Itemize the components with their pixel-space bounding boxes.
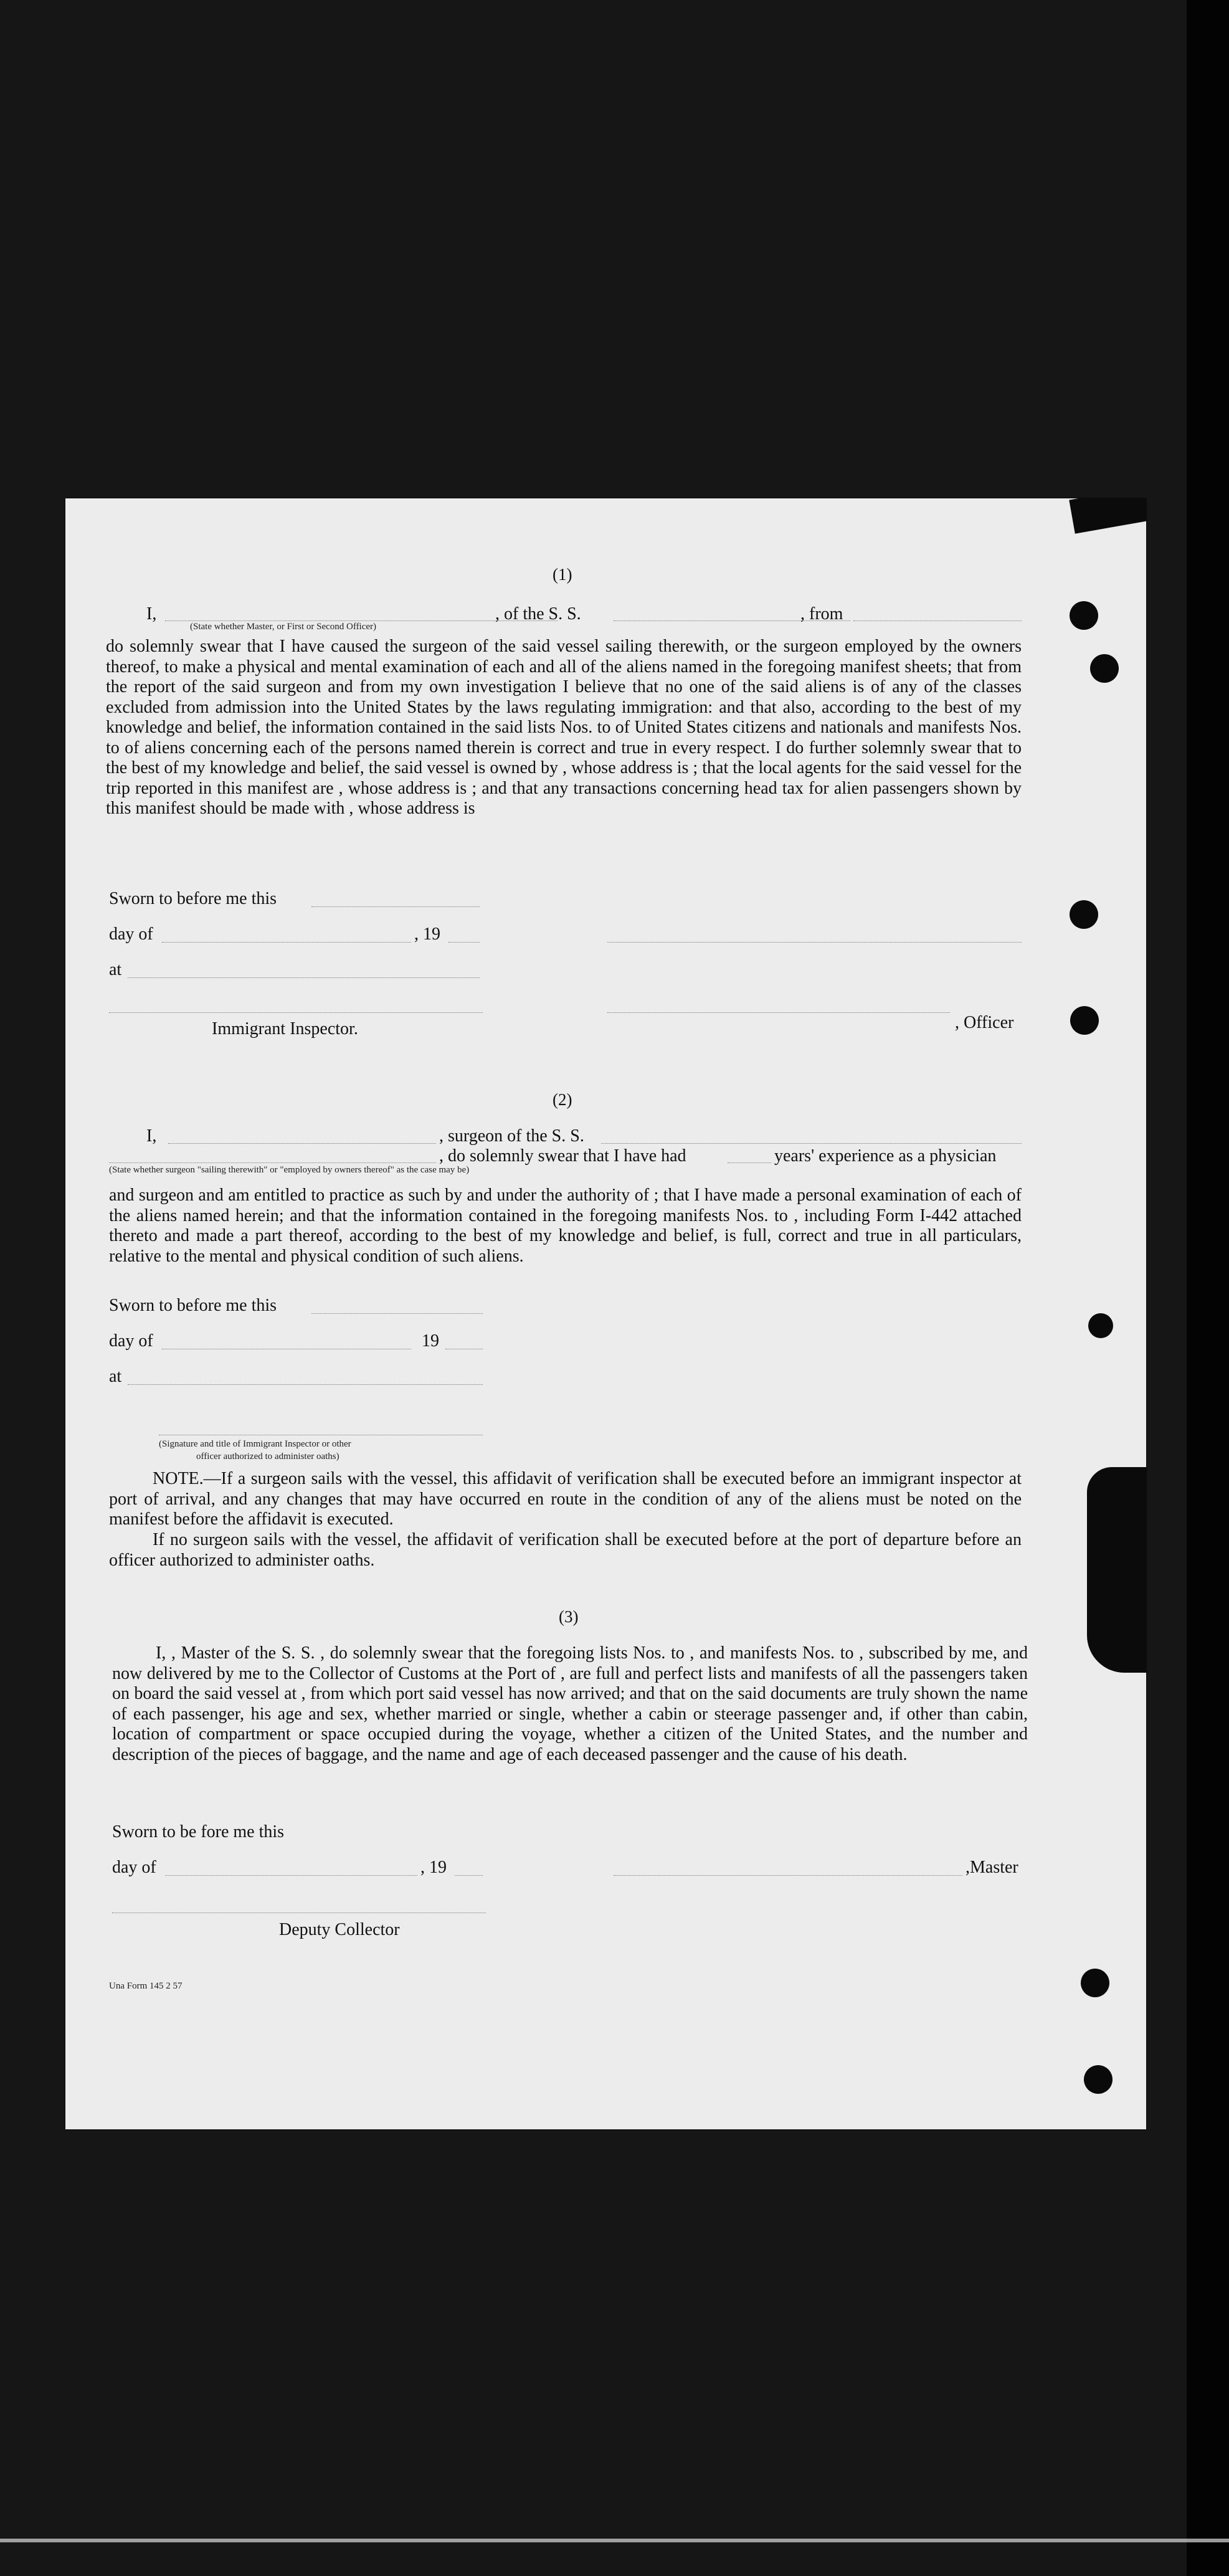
s1-inspector: Immigrant Inspector. (212, 1019, 358, 1038)
s3-day: day of (112, 1858, 156, 1877)
punch-hole (1070, 900, 1098, 929)
form-number: Una Form 145 2 57 (109, 1981, 183, 1991)
s1-sworn-blank (311, 906, 480, 907)
punch-hole (1090, 654, 1119, 683)
s3-collector: Deputy Collector (279, 1920, 400, 1939)
s3-year: , 19 (420, 1858, 447, 1877)
s3-master: ,Master (966, 1858, 1018, 1877)
punch-hole (1070, 601, 1098, 630)
punch-hole (1088, 1313, 1113, 1338)
punch-hole (1070, 1006, 1099, 1035)
s1-master-sign-line (607, 942, 1022, 943)
section-1-heading: (1) (553, 565, 572, 584)
s1-at-blank (128, 977, 480, 978)
document-page (65, 498, 1146, 2129)
torn-corner (1069, 498, 1146, 534)
s2-signature-note-2: officer authorized to administer oaths) (196, 1452, 339, 1461)
note-paragraph-1: NOTE.—If a surgeon sails with the vessel, this affidavit of verification shall be executed before an immigrant inspector at port of arrival, and any changes that may have occurred en route in the condition of any of the aliens must be noted on the manifest before the affidavit is executed. (109, 1469, 1022, 1529)
s2-body: and surgeon and am entitled to practice as such by and under the authority of ; that I have made a personal examination of each of the aliens named herein; and that the information contained in the foregoing manifests Nos. to , including Form I-442 attached thereto and made a part thereof, according to the best of my knowledge and belief, is full, correct and true in all particulars, relative to the mental and physical condition of such aliens. (109, 1186, 1022, 1266)
s2-swear: , do solemnly swear that I have had (439, 1146, 686, 1166)
s2-name-blank (168, 1143, 436, 1144)
s3-year-blank (455, 1875, 483, 1876)
s2-vessel-blank (601, 1143, 1022, 1144)
s1-first-line: I, (146, 604, 157, 624)
note-paragraph-2: If no surgeon sails with the vessel, the affidavit of verification shall be executed before at the port of departure before an officer authorized to administer oaths. (109, 1530, 1022, 1570)
section-2-heading: (2) (553, 1090, 572, 1109)
s1-body: do solemnly swear that I have caused the surgeon of the said vessel sailing therewith, or the surgeon employed by the owners thereof, to make a physical and mental examination of each and all of the aliens named in the foregoing manifest sheets; that from the report of the said surgeon and from my own investigation I believe that no one of the said aliens is of any of the classes excluded from admission into the United States by the laws regulating immigration: and that also, according to the best of my knowledge and belief, the information contained in the said lists Nos. to of United States citizens and nationals and manifests Nos. to of aliens concerning each of the persons named therein is correct and true in every respect. I do further solemnly swear that to the best of my knowledge and belief, the said vessel is owned by , whose address is ; that the local agents for the said vessel for the trip reported in this manifest are , whose address is ; and that any transactions concerning head tax for alien passengers shown by this manifest should be made with , whose address is (106, 637, 1022, 818)
s2-years: years' experience as a physician (774, 1146, 997, 1166)
s2-surgeon: , surgeon of the S. S. (439, 1126, 584, 1146)
s2-vessel-blank-2 (109, 1162, 436, 1163)
punch-hole (1081, 1969, 1109, 1997)
s1-from: , from (800, 604, 843, 624)
torn-edge (1087, 1467, 1146, 1673)
s2-years-blank (728, 1162, 771, 1163)
s2-first-line: I, (146, 1126, 157, 1146)
s2-at: at (109, 1367, 122, 1386)
s1-from-blank (853, 620, 1022, 621)
s1-day: day of (109, 924, 153, 944)
s3-day-blank (165, 1875, 417, 1876)
section-3-heading: (3) (559, 1607, 579, 1626)
s2-at-blank (128, 1384, 483, 1385)
scanner-edge (1187, 0, 1229, 2576)
s1-sworn: Sworn to before me this (109, 889, 277, 908)
s1-officer-line (607, 1012, 950, 1013)
s2-sworn: Sworn to before me this (109, 1296, 277, 1315)
s2-year: 19 (422, 1331, 439, 1351)
s1-inspector-line (109, 1012, 483, 1013)
s1-vessel: , of the S. S. (495, 604, 581, 624)
s3-master-line (614, 1875, 962, 1876)
s1-year: , 19 (414, 924, 440, 944)
s3-sworn: Sworn to be fore me this (112, 1822, 285, 1842)
s3-body: I, , Master of the S. S. , do solemnly swear that the foregoing lists Nos. to , and manifests Nos. to , subscribed by me, and now delivered by me to the Collector of Customs at the Port of , are full and perfect lists and manifests of all the passengers taken on board the said vessel at , from which port said vessel has now arrived; and that on the said documents are truly shown the name of each passenger, his age and sex, whether married or single, whether a cabin or steerage passenger and, if other than cabin, location of compartment or space occupied during the voyage, whether a citizen of the United States, and the number and description of the pieces of baggage, and the name and age of each deceased passenger and the cause of his death. (112, 1643, 1028, 1764)
s1-at: at (109, 960, 122, 979)
punch-hole (1084, 2065, 1113, 2094)
s1-day-blank (162, 942, 411, 943)
s2-signature-note-1: (Signature and title of Immigrant Inspector or other (159, 1439, 351, 1449)
s2-day: day of (109, 1331, 153, 1351)
scanner-line (0, 2539, 1229, 2542)
s1-rank-note: (State whether Master, or First or Second Officer) (190, 622, 377, 632)
s1-year-blank (448, 942, 480, 943)
s1-officer: , Officer (955, 1013, 1014, 1032)
s2-surgeon-note: (State whether surgeon "sailing therewith" or "employed by owners thereof" as the case may be) (109, 1165, 470, 1175)
s2-sworn-blank (311, 1313, 483, 1314)
